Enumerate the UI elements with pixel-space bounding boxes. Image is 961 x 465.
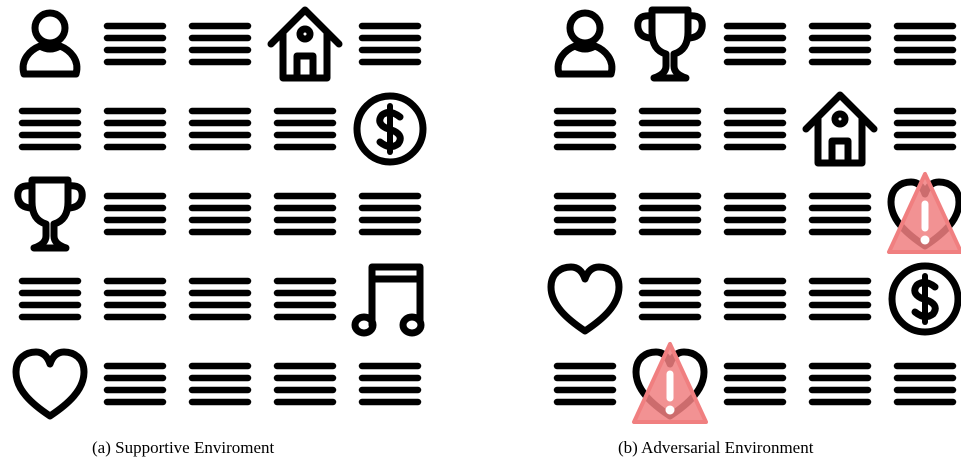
lines-icon: [22, 281, 78, 317]
lines-icon: [277, 366, 333, 402]
trophy-icon: [638, 10, 702, 78]
house-icon: [806, 95, 874, 163]
heart-icon: [551, 267, 619, 331]
music-note-icon: [355, 267, 421, 333]
caption-adversarial: (b) Adversarial Environment: [618, 438, 814, 457]
lines-icon: [192, 111, 248, 147]
grid-supportive: [0, 0, 440, 425]
lines-icon: [727, 196, 783, 232]
person-icon: [558, 13, 612, 74]
lines-icon: [897, 366, 953, 402]
lines-icon: [557, 366, 613, 402]
lines-icon: [557, 196, 613, 232]
lines-icon: [107, 26, 163, 62]
dollar-coin-icon: [892, 266, 958, 332]
lines-icon: [192, 26, 248, 62]
lines-icon: [642, 111, 698, 147]
lines-icon: [812, 26, 868, 62]
lines-icon: [897, 111, 953, 147]
lines-icon: [107, 196, 163, 232]
lines-icon: [192, 366, 248, 402]
lines-icon: [727, 111, 783, 147]
lines-icon: [727, 366, 783, 402]
lines-icon: [642, 196, 698, 232]
lines-icon: [192, 196, 248, 232]
lines-icon: [277, 281, 333, 317]
lines-icon: [557, 111, 613, 147]
lines-icon: [107, 366, 163, 402]
heart-warning-icon: [634, 344, 706, 422]
lines-icon: [727, 26, 783, 62]
lines-icon: [362, 196, 418, 232]
lines-icon: [277, 196, 333, 232]
lines-icon: [362, 366, 418, 402]
lines-icon: [812, 281, 868, 317]
caption-supportive: (a) Supportive Enviroment: [92, 438, 275, 457]
house-icon: [271, 10, 339, 78]
lines-icon: [277, 111, 333, 147]
lines-icon: [107, 281, 163, 317]
dollar-coin-icon: [357, 96, 423, 162]
grid-adversarial: [541, 0, 961, 425]
trophy-icon: [18, 180, 82, 248]
lines-icon: [812, 196, 868, 232]
lines-icon: [897, 26, 953, 62]
lines-icon: [107, 111, 163, 147]
heart-icon: [16, 352, 84, 416]
lines-icon: [727, 281, 783, 317]
lines-icon: [22, 111, 78, 147]
lines-icon: [642, 281, 698, 317]
lines-icon: [192, 281, 248, 317]
lines-icon: [362, 26, 418, 62]
heart-warning-icon: [889, 174, 961, 252]
person-icon: [23, 13, 77, 74]
lines-icon: [812, 366, 868, 402]
